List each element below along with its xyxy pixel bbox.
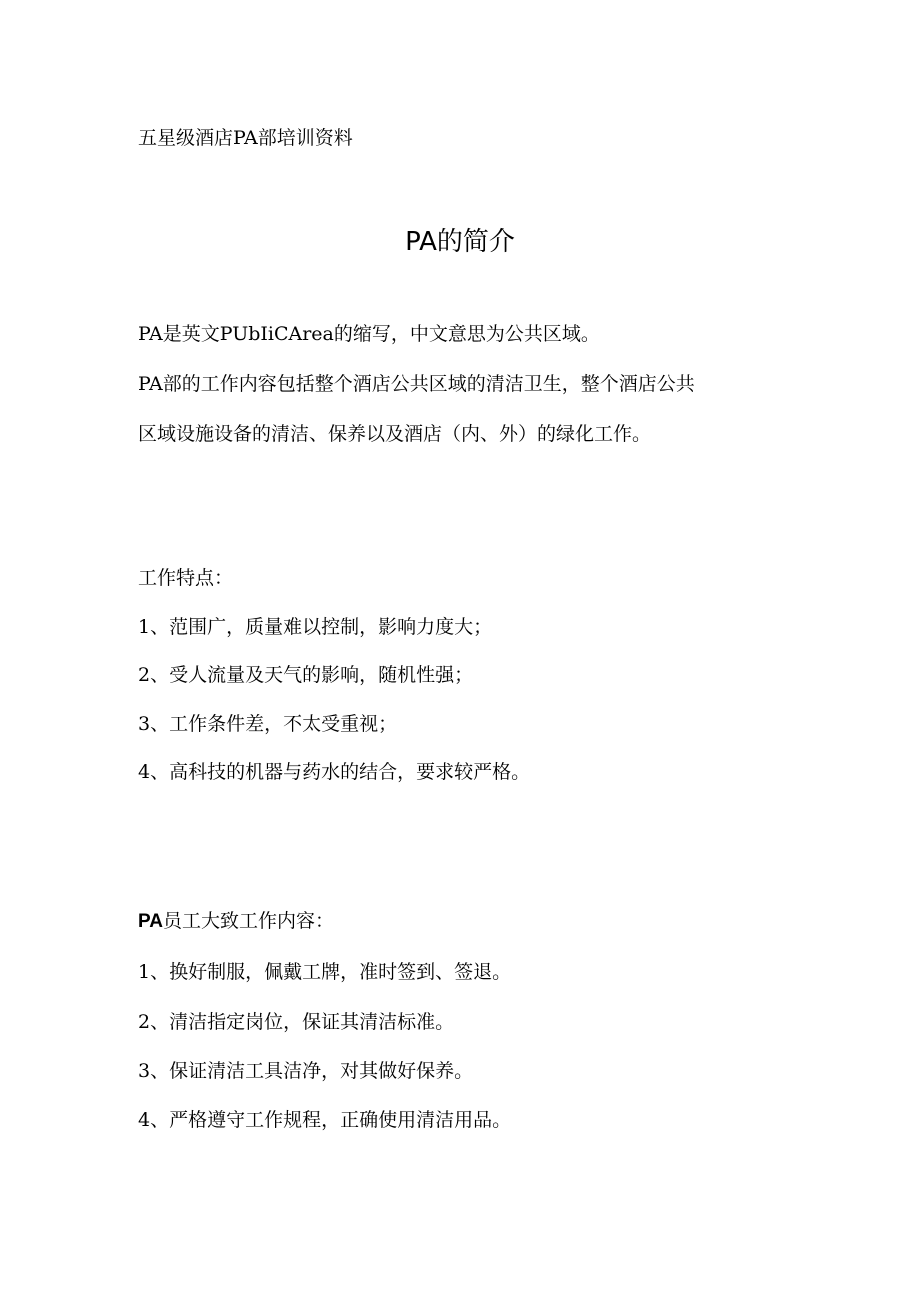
page-title: PA的简介 <box>405 227 515 257</box>
duties-item-1: 1、换好制服，佩戴工牌，准时签到、签退。 <box>138 961 512 983</box>
features-item-2: 2、受人流量及天气的影响，随机性强； <box>138 664 474 686</box>
duties-item-3: 3、保证清洁工具洁净，对其做好保养。 <box>138 1060 474 1082</box>
document-header: 五星级酒店PA部培训资料 <box>138 127 353 149</box>
features-item-4: 4、高科技的机器与药水的结合，要求较严格。 <box>138 761 531 783</box>
duties-item-2: 2、清洁指定岗位，保证其清洁标准。 <box>138 1011 455 1033</box>
intro-line-3: 区域设施设备的清洁、保养以及酒店（内、外）的绿化工作。 <box>138 423 652 445</box>
intro-line-2: PA部的工作内容包括整个酒店公共区域的清洁卫生，整个酒店公共 <box>138 373 695 395</box>
duties-heading <box>138 909 334 934</box>
features-item-1: 1、范围广，质量难以控制，影响力度大； <box>138 616 493 638</box>
features-item-3: 3、工作条件差，不太受重视； <box>138 713 398 735</box>
duties-heading-prefix: PA <box>138 911 163 932</box>
intro-line-1: PA是英文PUbIiCArea的缩写，中文意思为公共区域。 <box>138 323 600 345</box>
duties-heading-rest: 员工大致工作内容： <box>162 910 334 932</box>
duties-item-4: 4、严格遵守工作规程，正确使用清洁用品。 <box>138 1109 512 1131</box>
features-heading: 工作特点： <box>138 567 234 589</box>
